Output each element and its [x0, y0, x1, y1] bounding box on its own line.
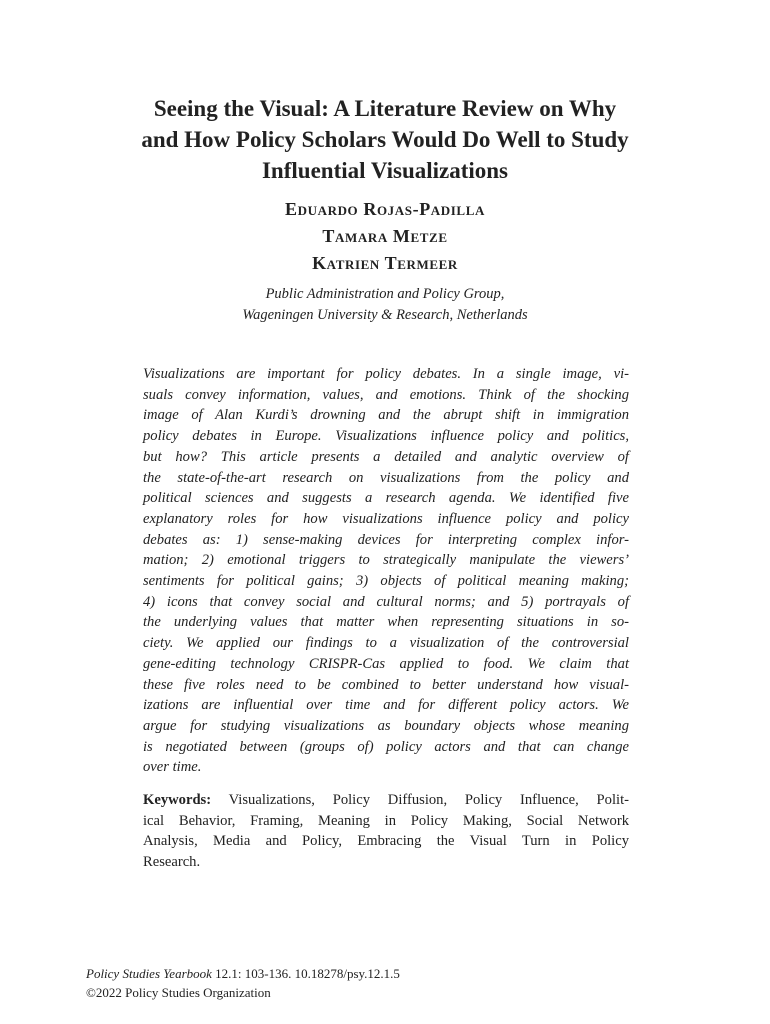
abstract-line: Visualizations are important for policy debates. In a single image, vi-	[143, 366, 629, 382]
abstract-line: over time.	[143, 759, 202, 776]
paper-title	[90, 93, 680, 186]
author-list	[0, 196, 770, 277]
keywords-line: Research.	[143, 854, 201, 871]
affiliation-line: Public Administration and Policy Group,	[265, 286, 505, 302]
abstract-line: these five roles need to be combined to better understand how visual-	[143, 676, 629, 693]
keywords-line: ical Behavior, Framing, Meaning in Policy Making, Social Network	[143, 812, 629, 829]
abstract-line: ciety. We applied our findings to a visualization of the controversial	[143, 635, 629, 652]
abstract	[143, 364, 629, 778]
citation-line	[86, 964, 686, 983]
keywords-text: Visualizations, Policy Diffusion, Policy Influence, Polit-	[211, 792, 629, 808]
abstract-line: suals convey information, values, and emotions. Think of the shocking	[143, 386, 629, 403]
title-line: Seeing the Visual: A Literature Review on Why	[153, 96, 617, 122]
title-line: Influential Visualizations	[261, 158, 509, 184]
keywords-line	[143, 790, 629, 811]
abstract-line: but how? This article presents a detailed and analytic overview of	[143, 448, 629, 465]
abstract-line: izations are influential over time and for different policy actors. We	[143, 697, 629, 714]
title-line: and How Policy Scholars Would Do Well to Study	[141, 127, 629, 153]
abstract-line: sentiments for political gains; 3) objects of political meaning making;	[143, 573, 629, 590]
keywords-line: Analysis, Media and Policy, Embracing the Visual Turn in Policy	[143, 833, 629, 850]
author-name: Tamara Metze	[322, 226, 448, 246]
copyright-line: ©2022 Policy Studies Organization	[86, 985, 271, 1000]
abstract-line: political sciences and suggests a research agenda. We identified five	[143, 490, 629, 507]
abstract-line: mation; 2) emotional triggers to strategically manipulate the viewers’	[143, 552, 629, 569]
abstract-line: gene-editing technology CRISPR-Cas applied to food. We claim that	[143, 655, 629, 672]
author-name: Eduardo Rojas-Padilla	[285, 199, 485, 219]
abstract-line: debates as: 1) sense-making devices for interpreting complex infor-	[143, 531, 629, 548]
author-name: Katrien Termeer	[312, 253, 458, 273]
keywords-label: Keywords:	[143, 792, 212, 808]
journal-name: Policy Studies Yearbook	[86, 966, 212, 981]
abstract-line: image of Alan Kurdi’s drowning and the abrupt shift in immigration	[143, 407, 629, 424]
abstract-line: the underlying values that matter when representing situations in so-	[143, 614, 629, 631]
abstract-line: explanatory roles for how visualizations influence policy and policy	[143, 510, 629, 527]
abstract-line: policy debates in Europe. Visualizations influence policy and politics,	[143, 428, 629, 445]
footer	[86, 964, 686, 1002]
affiliation	[0, 284, 770, 326]
affiliation-line: Wageningen University & Research, Netherlands	[242, 307, 528, 323]
citation-details: 12.1: 103-136. 10.18278/psy.12.1.5	[211, 966, 400, 981]
abstract-line: is negotiated between (groups of) policy actors and that can change	[143, 738, 629, 755]
abstract-line: 4) icons that convey social and cultural norms; and 5) portrayals of	[143, 593, 629, 610]
keywords	[143, 790, 629, 873]
abstract-line: argue for studying visualizations as boundary objects whose meaning	[143, 717, 629, 734]
abstract-line: the state-of-the-art research on visualizations from the policy and	[143, 469, 629, 486]
